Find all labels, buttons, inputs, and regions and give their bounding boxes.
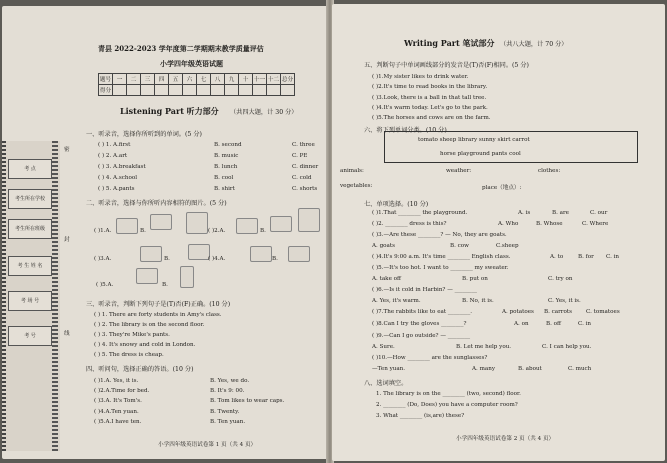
q7-option: B. Whose (536, 221, 563, 227)
clock-picture-icon (116, 218, 138, 234)
q1-option: B. lunch (214, 164, 238, 170)
food-picture-icon (250, 246, 272, 262)
score-cell: 一 (113, 74, 127, 85)
exam-subtitle: 小学四年级英语试题 (160, 59, 223, 68)
q8-row: 1. The library is on the ________ (two, second) floor. (376, 391, 521, 397)
score-cell: 三 (141, 74, 155, 85)
question-title: 二、听录音，选择与你所听内容相符的图片。(5 分) (86, 200, 227, 207)
q7-option: C. tomatoes (586, 309, 620, 315)
q2-label: B. (162, 282, 168, 288)
page-footer: 小学四年级英语试卷第 1 页（共 4 页） (158, 442, 257, 448)
q5-row: ( )1.My sister likes to drink water. (372, 74, 469, 80)
side-label: 考 点 (8, 159, 52, 179)
q7-option: B. put on (462, 276, 488, 282)
side-label: 考生所在班级 (8, 219, 52, 239)
q7-row: ( )5.—It's too hot. I want to ________ my sweater. (372, 265, 509, 271)
question-title: 七、单项选择。(10 分) (364, 201, 429, 208)
score-input-cell[interactable] (197, 85, 211, 96)
exam-page-right (332, 4, 665, 461)
food-picture-icon (288, 246, 310, 262)
score-cell: 十一 (253, 74, 267, 85)
score-cell: 题号 (99, 74, 113, 85)
q8-row: 2. ________ (Do, Does) you have a computer room? (376, 402, 518, 408)
q7-option: A. Sure. (372, 344, 395, 350)
question-title: 三、听录音，判断下列句子是(T)否(F)正确。(10 分) (86, 301, 231, 308)
q7-option: B. No, it is. (462, 298, 494, 304)
q7-row: ( )8.Can I try the gloves ________? (372, 321, 467, 327)
q7-option: C. Yes, it is. (548, 298, 581, 304)
q7-option: B. are (552, 210, 569, 216)
score-cell: 十 (239, 74, 253, 85)
q7-row: ( )6.—Is it cold in Harbin? — ________ (372, 287, 477, 293)
score-input-cell[interactable] (113, 85, 127, 96)
q3-row: ( ) 2. The library is on the second floor. (94, 322, 205, 328)
score-input-cell[interactable] (169, 85, 183, 96)
score-cell: 九 (225, 74, 239, 85)
q7-option: B. about (518, 366, 542, 372)
q3-row: ( ) 1. There are forty students in Amy's class. (94, 312, 222, 318)
score-cell: 五 (169, 74, 183, 85)
side-label: 考 生 姓 名 (8, 256, 52, 276)
cap-picture-icon (236, 218, 258, 234)
q7-option: B. cow (450, 243, 469, 249)
q7-option: A. Yes, it's warm. (372, 298, 421, 304)
q7-option: A. potatoes (502, 309, 534, 315)
q7-option: A. to (550, 254, 564, 260)
category-label: clothes: (538, 168, 561, 174)
score-input-cell[interactable] (281, 85, 295, 96)
score-table (98, 73, 295, 96)
seal-strip-hatch (2, 141, 6, 451)
q2-label: ( )3.A. (94, 256, 112, 262)
writing-heading: Writing Part 笔试部分 (404, 38, 495, 48)
question-title: 五、判断句子中单词画线部分的发音是(T)否(F)相同。(5 分) (364, 62, 529, 69)
score-cell: 七 (197, 74, 211, 85)
building-picture-icon (298, 208, 320, 232)
q2-label: ( )2.A. (208, 228, 226, 234)
q7-option: A. many (472, 366, 495, 372)
q7-option: B. off (546, 321, 562, 327)
question-title: 四、听问句，选择正确的答语。(10 分) (86, 366, 194, 373)
score-cell: 二 (127, 74, 141, 85)
q5-row: ( )2.It's time to read books in the library. (372, 84, 488, 90)
score-input-cell[interactable] (127, 85, 141, 96)
q2-label: ( )1.A. (94, 228, 112, 234)
q1-option: C. three (292, 142, 315, 148)
score-input-cell[interactable] (253, 85, 267, 96)
q5-row: ( )5.The horses and cows are on the farm. (372, 115, 491, 121)
category-label: weather: (446, 168, 472, 174)
q7-option: C. try on (548, 276, 573, 282)
score-input-cell[interactable] (183, 85, 197, 96)
q7-option: B. carrots (544, 309, 572, 315)
q4-option: B. Twenty. (210, 409, 240, 415)
q7-option: C. in (606, 254, 620, 260)
clock-picture-icon (150, 214, 172, 230)
word-bank: horse playground pants cool (440, 151, 521, 157)
q1-option: B. music (214, 153, 239, 159)
side-label: 考 场 号 (8, 291, 52, 311)
word-bank: tomato sheep library sunny skirt carrot (418, 137, 530, 143)
question-title: 六、将下列单词分类。(10 分) (364, 127, 447, 134)
q1-option: ( ) 5. A.pants (98, 186, 135, 192)
q5-row: ( )3.Look, there is a ball in that tall tree. (372, 95, 487, 101)
q4-option: ( )5.A.I have ten. (94, 419, 142, 425)
score-input-cell[interactable] (141, 85, 155, 96)
q1-option: ( ) 3. A.breakfast (98, 164, 146, 170)
word-bank-box (384, 131, 638, 163)
q7-option: B. for (578, 254, 594, 260)
score-cell: 六 (183, 74, 197, 85)
q4-option: B. Ten yuan. (210, 419, 246, 425)
q2-label: ( )5.A. (96, 282, 114, 288)
seal-mark: 密 (64, 147, 70, 153)
q7-row: ( )9.—Can I go outside? — ________ (372, 333, 471, 339)
q7-option: C.sheep (496, 243, 519, 249)
q8-row: 3. What ________ (is,are) these? (376, 413, 465, 419)
q1-option: ( ) 2. A.art (98, 153, 128, 159)
score-cell: 得分 (99, 85, 113, 96)
q7-option: C. in (578, 321, 592, 327)
q2-label: B. (272, 256, 278, 262)
q4-option: ( )4.A.Ten yuan. (94, 409, 139, 415)
listening-heading: Listening Part 听力部分 (120, 106, 219, 116)
q1-option: B. second (214, 142, 242, 148)
exam-title: 青县 2022-2023 学年度第二学期期末教学质量评估 (98, 44, 264, 53)
score-input-cell[interactable] (225, 85, 239, 96)
q7-row: ( )3.—Are these ________? — No, they are goats. (372, 232, 507, 238)
q1-option: C. cold (292, 175, 312, 181)
q4-option: B. Yes, we do. (210, 378, 250, 384)
side-label: 考生所在学校 (8, 189, 52, 209)
q7-row: ( )7.The rabbits like to eat ________. (372, 309, 473, 315)
q1-option: ( ) 1. A.first (98, 142, 131, 148)
q7-option: A. take off (372, 276, 401, 282)
seal-mark: 封 (64, 237, 70, 243)
score-cell: 八 (211, 74, 225, 85)
q2-label: ( )4.A. (208, 256, 226, 262)
q2-label: B. (140, 228, 146, 234)
q4-option: ( )3.A. It's Tom's. (94, 398, 142, 404)
q5-row: ( )4.It's warm today. Let's go to the park. (372, 105, 488, 111)
score-cell: 十二 (267, 74, 281, 85)
q7-option: C. much (568, 366, 592, 372)
q2-label: B. (260, 228, 266, 234)
q7-row: ( )1.That ________ the playground. (372, 210, 468, 216)
q1-option: C. shorts (292, 186, 318, 192)
clothes-picture-icon (186, 212, 208, 234)
category-label: vegetables: (340, 183, 373, 189)
question-title: 一、听录音，选择你所听到的单词。(5 分) (86, 131, 202, 138)
score-input-cell[interactable] (155, 85, 169, 96)
q1-option: C. PE (292, 153, 308, 159)
q1-option: C. dinner (292, 164, 319, 170)
writing-note: （共八大题，计 70 分） (500, 41, 568, 48)
q4-option: ( )2.A.Time for bed. (94, 388, 150, 394)
exam-page-left (2, 6, 328, 459)
q7-row: ( )2. ________ dress is this? (372, 221, 447, 227)
pants-picture-icon (180, 266, 194, 288)
category-label: animals: (340, 168, 364, 174)
q1-option: B. cool (214, 175, 234, 181)
side-label: 考 号 (8, 326, 52, 346)
q4-option: B. It's 9: 00. (210, 388, 245, 394)
q4-option: B. Tom likes to wear caps. (210, 398, 285, 404)
shoes-picture-icon (136, 268, 158, 284)
score-cell: 四 (155, 74, 169, 85)
q2-label: B. (164, 256, 170, 262)
score-input-cell[interactable] (239, 85, 253, 96)
q7-option: C. I can help you. (542, 344, 592, 350)
q7-option: A. is (518, 210, 531, 216)
q3-row: ( ) 4. It's snowy and cold in London. (94, 342, 196, 348)
listening-note: （共四大题，计 30 分） (230, 109, 298, 116)
q7-option: A. Who (498, 221, 519, 227)
question-title: 八、选词填空。 (364, 380, 408, 387)
seal-strip-hatch (52, 141, 58, 451)
q7-row: ( )10.—How ________ are the sunglasses? (372, 355, 488, 361)
q1-option: B. shirt (214, 186, 235, 192)
seal-mark: 线 (64, 331, 70, 337)
q1-option: ( ) 4. A.school (98, 175, 137, 181)
q7-option: —Ten yuan. (372, 366, 406, 372)
q7-option: A. goats (372, 243, 395, 249)
q3-row: ( ) 5. The dress is cheap. (94, 352, 164, 358)
sun-picture-icon (188, 244, 210, 260)
q7-option: A. on (514, 321, 529, 327)
q7-row: ( )4.It's 9:00 a.m. It's time ________ English class. (372, 254, 511, 260)
rain-picture-icon (140, 246, 162, 262)
q4-option: ( )1.A. Yes, it is. (94, 378, 139, 384)
q7-option: C. Where (582, 221, 609, 227)
q3-row: ( ) 3. They're Mike's pants. (94, 332, 170, 338)
page-footer: 小学四年级英语试卷第 2 页（共 4 页） (456, 436, 555, 442)
q7-option: C. our (590, 210, 608, 216)
category-label: place（地点）: (482, 185, 522, 191)
score-cell: 总分 (281, 74, 295, 85)
q7-option: B. Let me help you. (456, 344, 512, 350)
skirt-picture-icon (270, 216, 292, 232)
score-input-cell[interactable] (267, 85, 281, 96)
score-input-cell[interactable] (211, 85, 225, 96)
